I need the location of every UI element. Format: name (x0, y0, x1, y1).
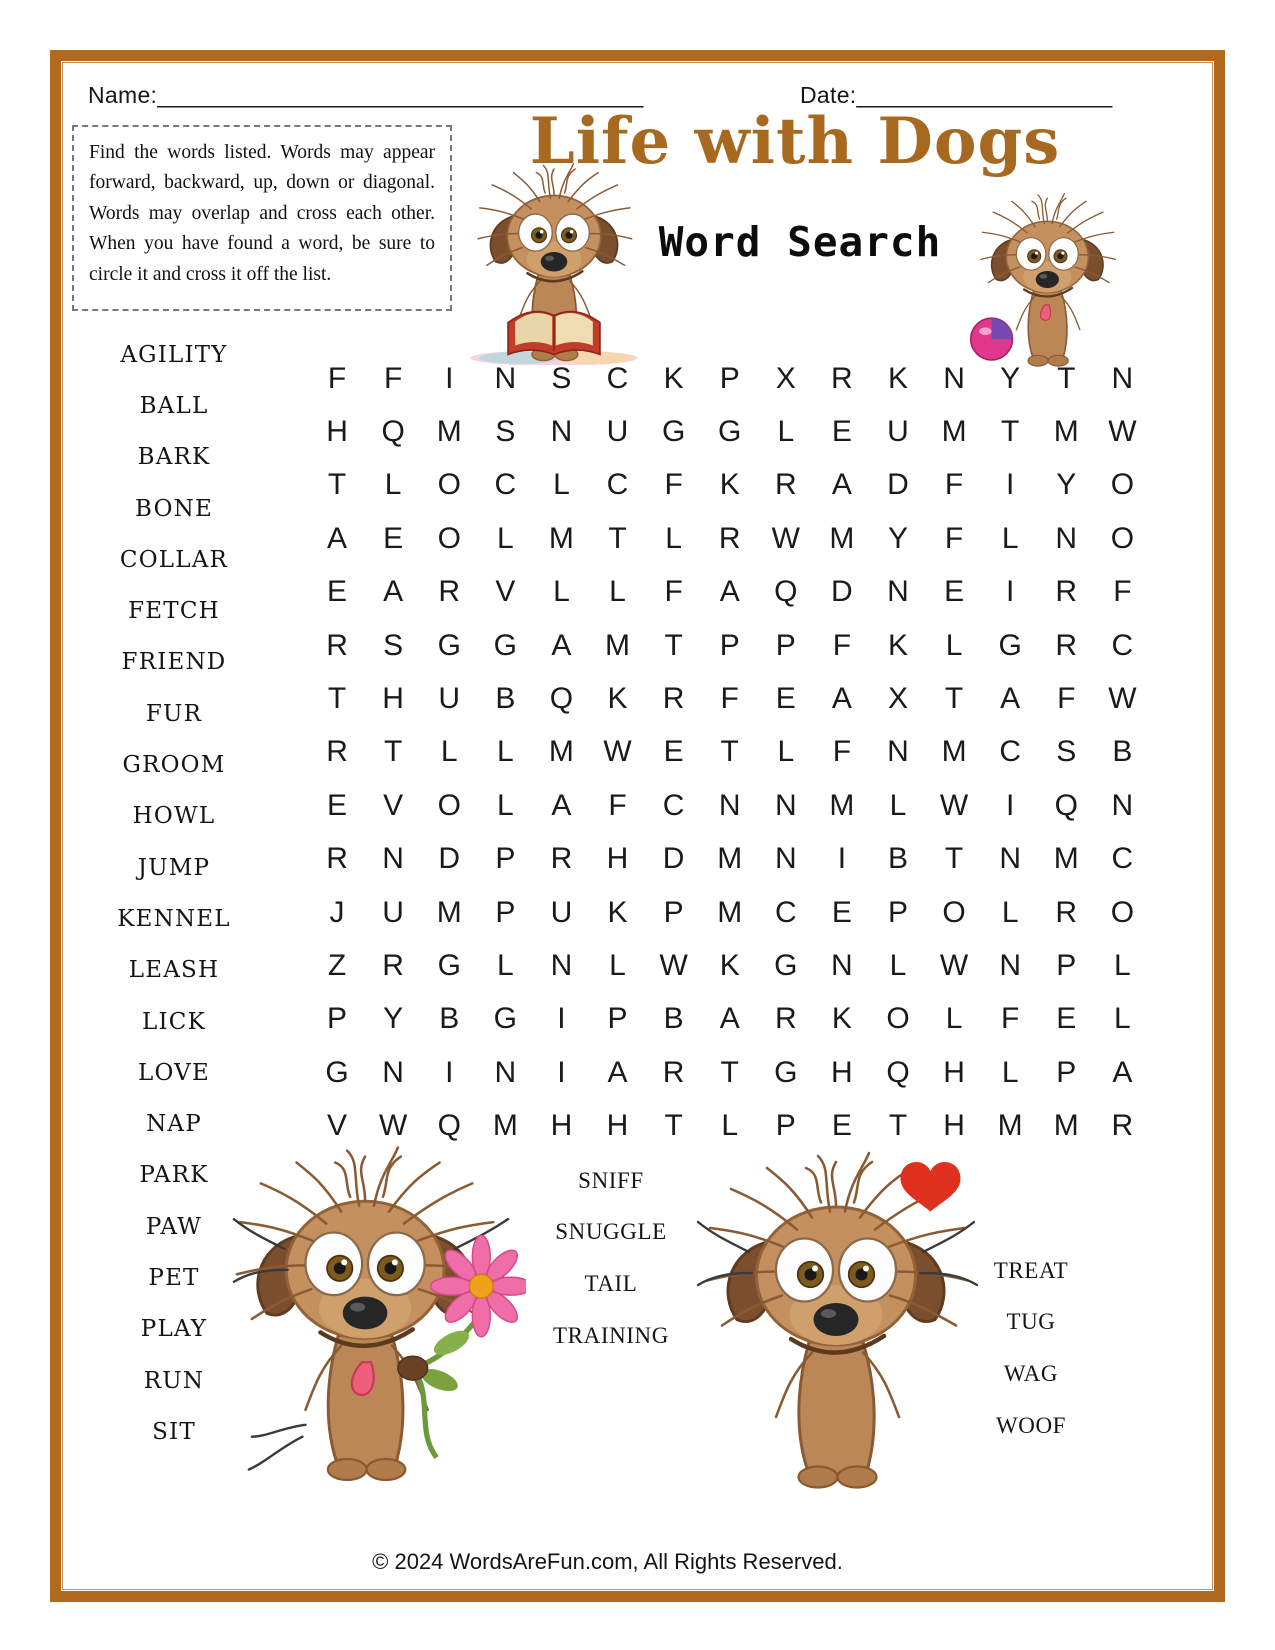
word-list-item: LOVE (138, 1059, 210, 1086)
grid-letter[interactable]: F (944, 468, 964, 502)
word-list-item: BALL (139, 392, 209, 419)
grid-letter[interactable]: P (775, 1109, 796, 1143)
date-label: Date: (800, 82, 857, 108)
grid-letter[interactable]: G (661, 415, 686, 449)
grid-letter[interactable]: N (494, 361, 517, 395)
grid-letter[interactable]: G (325, 1055, 349, 1089)
grid-letter[interactable]: N (382, 1055, 404, 1089)
grid-letter[interactable]: L (1114, 1002, 1131, 1036)
word-search-grid[interactable] (309, 352, 1150, 1153)
grid-letter[interactable]: Q (381, 415, 405, 449)
word-list-item: FUR (145, 700, 203, 727)
grid-letter[interactable]: F (664, 468, 683, 502)
grid-letter[interactable]: B (1112, 735, 1133, 769)
grid-letter[interactable]: L (496, 948, 514, 982)
page-subtitle: Word Search (658, 218, 942, 266)
grid-letter[interactable]: T (944, 842, 964, 876)
grid-letter[interactable]: I (445, 361, 454, 395)
grid-letter[interactable]: L (945, 1002, 963, 1036)
grid-letter[interactable]: P (495, 842, 516, 876)
grid-letter[interactable]: F (832, 735, 852, 769)
grid-letter[interactable]: P (663, 895, 684, 929)
grid-letter[interactable]: T (664, 1109, 683, 1143)
grid-letter[interactable]: T (944, 682, 964, 716)
word-list-item: BONE (135, 495, 213, 522)
grid-letter[interactable]: L (609, 575, 626, 609)
name-blank-line[interactable]: ______________________________________ (157, 82, 644, 108)
grid-letter[interactable]: O (437, 468, 461, 502)
grid-letter[interactable]: T (720, 735, 739, 769)
grid-letter[interactable]: P (495, 895, 516, 929)
grid-letter[interactable]: L (440, 735, 458, 769)
grid-letter[interactable]: W (603, 735, 632, 769)
grid-letter[interactable]: D (662, 842, 685, 876)
grid-letter[interactable]: U (887, 415, 909, 449)
grid-letter[interactable]: L (1114, 948, 1131, 982)
word-list-item: FRIEND (121, 649, 227, 676)
grid-letter[interactable]: O (942, 895, 966, 929)
scruffy-dog-flower-illustration (228, 1142, 526, 1490)
grid-letter[interactable]: K (719, 468, 740, 502)
grid-letter[interactable]: Y (1056, 468, 1077, 502)
grid-letter[interactable]: G (493, 1002, 517, 1036)
grid-letter[interactable]: P (775, 628, 796, 662)
grid-letter[interactable]: Q (549, 682, 574, 716)
grid-letter[interactable]: B (495, 682, 516, 716)
grid-letter[interactable]: F (383, 361, 403, 395)
grid-letter[interactable]: R (382, 948, 404, 982)
word-list-item: WAG (1003, 1360, 1059, 1386)
grid-letter[interactable]: N (774, 842, 797, 876)
grid-letter[interactable]: D (438, 842, 461, 876)
word-list-item: HOWL (132, 803, 216, 830)
red-book (508, 312, 600, 355)
grid-letter[interactable]: M (605, 628, 631, 662)
grid-letter[interactable]: N (1111, 788, 1134, 822)
grid-letter[interactable]: S (1056, 735, 1077, 769)
page-title: Life with Dogs (529, 104, 1061, 179)
grid-letter[interactable]: U (438, 682, 461, 716)
grid-letter[interactable]: E (775, 682, 796, 716)
grid-letter[interactable]: I (557, 1055, 566, 1089)
grid-letter[interactable]: N (774, 788, 797, 822)
grid-letter[interactable]: G (437, 628, 461, 662)
grid-letter[interactable]: E (327, 575, 348, 609)
word-list-item: WOOF (995, 1412, 1067, 1438)
grid-letter[interactable]: C (606, 361, 629, 395)
grid-letter[interactable]: M (829, 788, 855, 822)
word-list-item: PAW (145, 1213, 203, 1240)
grid-letter[interactable]: M (1053, 1109, 1079, 1143)
word-list-item: RUN (143, 1367, 205, 1394)
grid-letter[interactable]: R (1055, 895, 1078, 929)
grid-letter[interactable]: Q (886, 1055, 910, 1089)
grid-letter[interactable]: A (327, 521, 348, 555)
grid-letter[interactable]: S (383, 628, 404, 662)
grid-letter[interactable]: R (1055, 628, 1078, 662)
grid-letter[interactable]: K (663, 361, 684, 395)
grid-letter[interactable]: Q (774, 575, 798, 609)
grid-letter[interactable]: U (606, 415, 629, 449)
grid-letter[interactable]: M (717, 842, 743, 876)
grid-letter[interactable]: I (1006, 575, 1015, 609)
grid-letter[interactable]: L (777, 735, 795, 769)
grid-letter[interactable]: H (943, 1055, 965, 1089)
grid-letter[interactable]: L (553, 468, 570, 502)
grid-letter[interactable]: A (551, 788, 572, 822)
word-list-item: GROOM (122, 752, 226, 779)
grid-letter[interactable]: U (550, 895, 573, 929)
grid-letter[interactable]: C (1111, 842, 1134, 876)
instructions-box: Find the words listed. Words may appear forward, backward, up, down or diagonal. Words may overlap and cross each other. When you have found a word, be sure to circle it and cross it off the list. (72, 125, 452, 311)
grid-letter[interactable]: H (943, 1109, 965, 1143)
grid-letter[interactable]: L (553, 575, 570, 609)
grid-letter[interactable]: W (378, 1109, 408, 1143)
grid-letter[interactable]: E (831, 1109, 852, 1143)
grid-letter[interactable]: N (887, 735, 909, 769)
grid-letter[interactable]: T (720, 1055, 739, 1089)
grid-letter[interactable]: E (831, 415, 852, 449)
grid-letter[interactable]: L (1001, 1055, 1019, 1089)
grid-letter[interactable]: I (837, 842, 847, 876)
grid-letter[interactable]: N (550, 948, 573, 982)
word-list-item: COLLAR (119, 546, 229, 573)
grid-letter[interactable]: L (1001, 895, 1019, 929)
grid-letter[interactable]: W (939, 788, 969, 822)
name-label: Name: (88, 82, 158, 108)
grid-letter[interactable]: E (831, 895, 852, 929)
grid-letter[interactable]: A (719, 575, 740, 609)
grid-letter[interactable]: Q (437, 1109, 461, 1143)
grid-letter[interactable]: H (326, 415, 348, 449)
grid-letter[interactable]: R (774, 1002, 797, 1036)
grid-letter[interactable]: R (1111, 1109, 1134, 1143)
word-list-item: LICK (142, 1008, 206, 1035)
grid-letter[interactable]: L (496, 788, 514, 822)
grid-letter[interactable]: F (327, 361, 347, 395)
grid-letter[interactable]: S (551, 361, 572, 395)
scruffy-dog-heart-illustration (680, 1150, 992, 1495)
grid-letter[interactable]: R (1055, 575, 1078, 609)
grid-letter[interactable]: G (437, 948, 461, 982)
grid-letter[interactable]: L (889, 948, 907, 982)
grid-letter[interactable]: C (662, 788, 685, 822)
grid-letter[interactable]: F (944, 521, 964, 555)
grid-letter[interactable]: N (999, 842, 1021, 876)
grid-letter[interactable]: C (606, 468, 629, 502)
grid-letter[interactable]: C (494, 468, 517, 502)
grid-letter[interactable]: A (831, 468, 852, 502)
word-list-item: TRAINING (553, 1322, 669, 1348)
grid-letter[interactable]: M (436, 895, 462, 929)
grid-letter[interactable]: R (550, 842, 573, 876)
grid-letter[interactable]: L (1001, 521, 1019, 555)
grid-letter[interactable]: T (608, 521, 627, 555)
word-list-item: FETCH (128, 598, 220, 625)
grid-letter[interactable]: F (720, 682, 739, 716)
grid-letter[interactable]: P (1056, 948, 1077, 982)
grid-letter[interactable]: H (550, 1109, 573, 1143)
grid-letter[interactable]: M (548, 521, 574, 555)
grid-letter[interactable]: F (664, 575, 683, 609)
word-list-item: AGILITY (120, 341, 228, 368)
grid-letter[interactable]: W (1108, 415, 1137, 449)
grid-letter[interactable]: U (382, 895, 404, 929)
word-list-item: PARK (139, 1162, 209, 1189)
grid-letter[interactable]: P (887, 895, 908, 929)
grid-letter[interactable]: P (719, 361, 740, 395)
grid-letter[interactable]: H (831, 1055, 853, 1089)
grid-letter[interactable]: K (831, 1002, 852, 1036)
grid-letter[interactable]: K (887, 628, 908, 662)
grid-letter[interactable]: E (1056, 1002, 1077, 1036)
grid-letter[interactable]: E (327, 788, 348, 822)
grid-letter[interactable]: F (1057, 682, 1076, 716)
grid-letter[interactable]: M (717, 895, 743, 929)
grid-letter[interactable]: F (608, 788, 627, 822)
grid-letter[interactable]: L (889, 788, 907, 822)
grid-letter[interactable]: I (557, 1002, 566, 1036)
grid-letter[interactable]: X (887, 682, 908, 716)
grid-letter[interactable]: T (327, 468, 347, 502)
word-list-item: TAIL (584, 1270, 638, 1296)
grid-letter[interactable]: L (609, 948, 626, 982)
grid-letter[interactable]: M (492, 1109, 518, 1143)
grid-letter[interactable]: S (495, 415, 516, 449)
grid-letter[interactable]: D (887, 468, 909, 502)
grid-letter[interactable]: R (438, 575, 461, 609)
grid-letter[interactable]: N (999, 948, 1021, 982)
grid-letter[interactable]: O (886, 1002, 910, 1036)
heart-icon (901, 1162, 961, 1212)
grid-letter[interactable]: R (662, 1055, 685, 1089)
grid-letter[interactable]: T (327, 682, 347, 716)
grid-letter[interactable]: P (607, 1002, 628, 1036)
grid-letter[interactable]: A (831, 682, 852, 716)
grid-letter[interactable]: H (606, 842, 629, 876)
grid-letter[interactable]: C (774, 895, 797, 929)
grid-letter[interactable]: Q (1054, 788, 1078, 822)
grid-letter[interactable]: M (548, 735, 574, 769)
grid-letter[interactable]: T (383, 735, 403, 769)
grid-letter[interactable]: P (327, 1002, 348, 1036)
grid-letter[interactable]: N (382, 842, 404, 876)
grid-letter[interactable]: G (774, 1055, 798, 1089)
grid-letter[interactable]: E (944, 575, 965, 609)
grid-letter[interactable]: Y (887, 521, 908, 555)
grid-letter[interactable]: L (721, 1109, 739, 1143)
grid-letter[interactable]: W (1108, 682, 1137, 716)
grid-letter[interactable]: R (831, 361, 853, 395)
word-list-item: PLAY (140, 1316, 208, 1343)
grid-letter[interactable]: R (774, 468, 797, 502)
grid-letter[interactable]: E (663, 735, 684, 769)
grid-letter[interactable]: R (662, 682, 685, 716)
grid-letter[interactable]: L (777, 415, 795, 449)
word-list-item: TUG (1006, 1309, 1056, 1335)
grid-letter[interactable]: V (383, 788, 404, 822)
grid-letter[interactable]: O (437, 521, 461, 555)
grid-letter[interactable]: L (496, 521, 514, 555)
grid-letter[interactable]: A (1000, 682, 1021, 716)
grid-letter[interactable]: L (945, 628, 963, 662)
word-list-item: LEASH (128, 957, 220, 984)
grid-letter[interactable]: W (939, 948, 969, 982)
grid-letter[interactable]: A (607, 1055, 628, 1089)
grid-letter[interactable]: Z (327, 948, 347, 982)
grid-letter[interactable]: K (719, 948, 740, 982)
grid-letter[interactable]: N (831, 948, 853, 982)
word-list-item: PET (148, 1264, 200, 1291)
grid-letter[interactable]: F (1113, 575, 1132, 609)
grid-letter[interactable]: P (719, 628, 740, 662)
scruffy-dog-ball-illustration (933, 192, 1140, 370)
grid-letter[interactable]: N (494, 1055, 517, 1089)
grid-letter[interactable]: Y (383, 1002, 404, 1036)
grid-letter[interactable]: A (719, 1002, 740, 1036)
grid-letter[interactable]: I (445, 1055, 454, 1089)
grid-letter[interactable]: M (1053, 842, 1079, 876)
grid-letter[interactable]: X (775, 361, 796, 395)
grid-letter[interactable]: K (607, 682, 628, 716)
grid-letter[interactable]: J (329, 895, 345, 929)
grid-letter[interactable]: R (326, 842, 348, 876)
grid-letter[interactable]: B (887, 842, 908, 876)
grid-letter[interactable]: B (663, 1002, 684, 1036)
grid-letter[interactable]: H (606, 1109, 629, 1143)
grid-letter[interactable]: N (887, 575, 909, 609)
copyright-footer: © 2024 WordsAreFun.com, All Rights Reserved. (372, 1549, 843, 1574)
grid-letter[interactable]: N (1055, 521, 1078, 555)
word-list-item: JUMP (137, 854, 211, 881)
grid-letter[interactable]: R (718, 521, 741, 555)
word-list-bottom-center (525, 1155, 697, 1361)
grid-letter[interactable]: O (1110, 895, 1135, 929)
grid-letter[interactable]: O (1110, 521, 1135, 555)
grid-letter[interactable]: L (384, 468, 402, 502)
word-list-item: BARK (137, 444, 211, 471)
grid-letter[interactable]: I (1006, 468, 1015, 502)
grid-letter[interactable]: N (1111, 361, 1134, 395)
grid-letter[interactable]: K (887, 361, 908, 395)
grid-letter[interactable]: P (1056, 1055, 1077, 1089)
grid-letter[interactable]: K (607, 895, 628, 929)
grid-letter[interactable]: E (383, 521, 404, 555)
grid-letter[interactable]: I (1006, 788, 1015, 822)
grid-letter[interactable]: A (551, 628, 572, 662)
grid-letter[interactable]: G (998, 628, 1022, 662)
grid-letter[interactable]: N (550, 415, 573, 449)
grid-letter[interactable]: T (1057, 361, 1076, 395)
grid-letter[interactable]: Y (1000, 361, 1021, 395)
scruffy-dog-reading-illustration (450, 162, 658, 365)
grid-letter[interactable]: O (1110, 468, 1135, 502)
grid-letter[interactable]: M (829, 521, 855, 555)
grid-letter[interactable]: F (832, 628, 852, 662)
grid-letter[interactable]: V (327, 1109, 348, 1143)
word-list-item: NAP (146, 1111, 202, 1138)
word-list-item: KENNEL (117, 905, 231, 932)
word-list-item: SIT (152, 1418, 196, 1445)
date-blank-line[interactable]: ____________________ (856, 82, 1113, 108)
grid-letter[interactable]: G (774, 948, 798, 982)
grid-letter[interactable]: M (997, 1109, 1023, 1143)
grid-letter[interactable]: T (888, 1109, 908, 1143)
word-list-item: TREAT (993, 1257, 1069, 1283)
grid-letter[interactable]: M (436, 415, 462, 449)
grid-letter[interactable]: T (664, 628, 683, 662)
grid-letter[interactable]: L (496, 735, 514, 769)
grid-letter[interactable]: G (718, 415, 742, 449)
grid-letter[interactable]: O (437, 788, 461, 822)
grid-letter[interactable]: R (326, 628, 348, 662)
grid-letter[interactable]: M (941, 415, 967, 449)
grid-letter[interactable]: W (771, 521, 800, 555)
grid-letter[interactable]: N (943, 361, 965, 395)
grid-letter[interactable]: C (1111, 628, 1134, 662)
word-list-item: SNUGGLE (555, 1219, 667, 1245)
grid-letter[interactable]: M (941, 735, 967, 769)
grid-letter[interactable]: D (831, 575, 853, 609)
grid-letter[interactable]: H (382, 682, 404, 716)
grid-letter[interactable]: A (383, 575, 404, 609)
grid-letter[interactable]: L (665, 521, 682, 555)
grid-letter[interactable]: F (1001, 1002, 1020, 1036)
grid-letter[interactable]: R (326, 735, 348, 769)
grid-letter[interactable]: G (493, 628, 517, 662)
grid-letter[interactable]: W (659, 948, 688, 982)
grid-letter[interactable]: A (1112, 1055, 1133, 1089)
grid-letter[interactable]: M (1053, 415, 1079, 449)
grid-letter[interactable]: B (439, 1002, 460, 1036)
grid-letter[interactable]: C (999, 735, 1021, 769)
grid-letter[interactable]: N (718, 788, 741, 822)
word-list-item: SNIFF (578, 1167, 644, 1193)
grid-letter[interactable]: T (1001, 415, 1020, 449)
grid-letter[interactable]: V (495, 575, 516, 609)
